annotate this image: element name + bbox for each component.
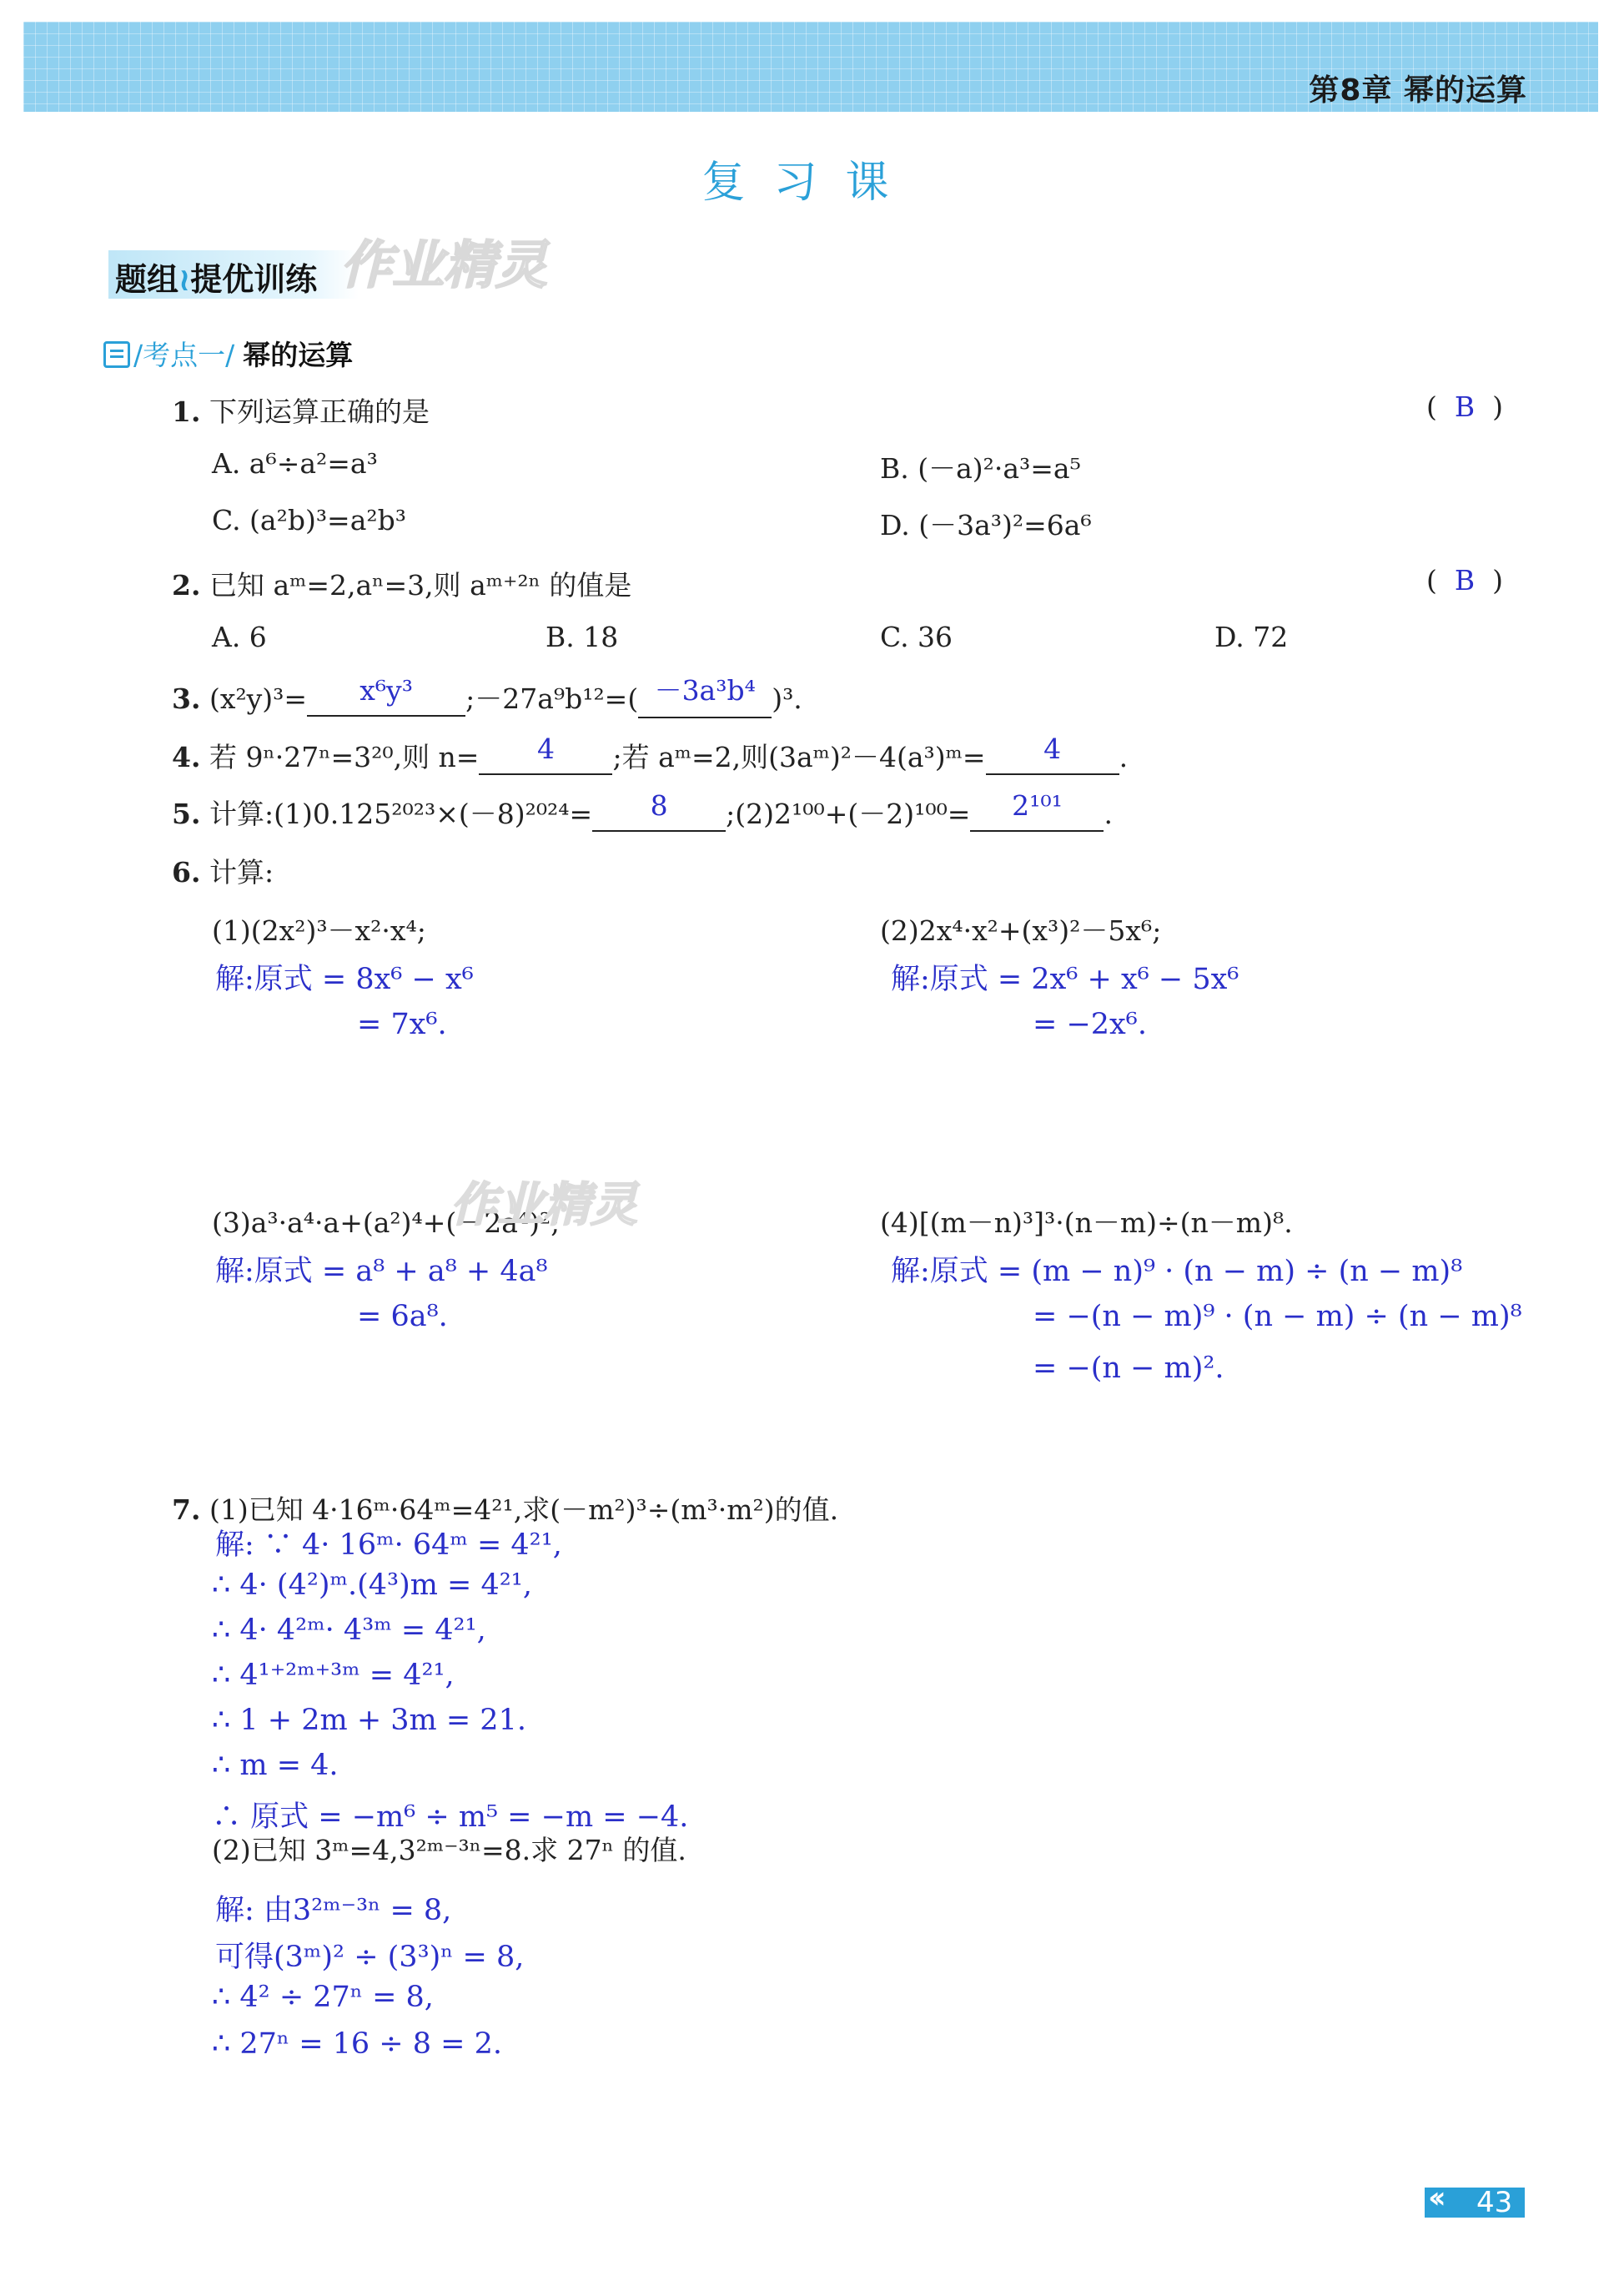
solution-line: 解:原式 = (m − n)⁹ · (n − m) ÷ (n − m)⁸ xyxy=(891,1255,1463,1288)
page-number: 43 xyxy=(1476,2186,1513,2219)
question-number: 3. xyxy=(172,682,201,715)
page-title: 复习课 xyxy=(701,158,918,208)
option-d: D. 72 xyxy=(1214,621,1289,653)
question-text: (x²y)³= xyxy=(209,682,308,715)
kaodian-title: 幂的运算 xyxy=(243,339,354,371)
subproblem-4: (4)[(m－n)³]³·(n－m)÷(n－m)⁸. xyxy=(880,1206,1293,1239)
subproblem-3: (3)a³·a⁴·a+(a²)⁴+(－2a⁴)²; xyxy=(212,1206,561,1239)
answer-value: 4 xyxy=(1043,733,1062,765)
solution-line: = −(n − m)². xyxy=(1033,1352,1224,1385)
question-number: 4. xyxy=(172,741,201,773)
solution-line: 解:原式 = 8x⁶ − x⁶ xyxy=(215,963,474,996)
solution-line: ∴ m = 4. xyxy=(212,1749,339,1782)
question-number: 7. xyxy=(172,1493,201,1526)
answer-blank xyxy=(479,733,612,775)
option-b: B. 18 xyxy=(546,621,619,653)
solution-line: = 7x⁶. xyxy=(357,1008,447,1041)
subproblem-1: (1)(2x²)³－x²·x⁴; xyxy=(212,914,426,947)
question-number: 1. xyxy=(172,395,201,428)
question-text: . xyxy=(1119,741,1129,773)
solution-line: ∴ 4· 4²ᵐ· 4³ᵐ = 4²¹, xyxy=(212,1614,486,1647)
answer-paren: ( B ) xyxy=(1426,390,1503,423)
subproblem-2: (2)2x⁴·x²+(x³)²－5x⁶; xyxy=(880,914,1162,947)
answer-blank xyxy=(638,674,772,718)
option-a: A. 6 xyxy=(212,621,267,653)
question-number: 6. xyxy=(172,856,201,889)
solution-line: 解:原式 = 2x⁶ + x⁶ − 5x⁶ xyxy=(891,963,1239,996)
solution-line: 可得(3ᵐ)² ÷ (3³)ⁿ = 8, xyxy=(215,1941,525,1974)
option-b: B. (－a)²·a³=a⁵ xyxy=(880,452,1081,485)
section-heading xyxy=(115,254,317,300)
question-stem: 计算: xyxy=(209,856,274,889)
question-text: ;－27a⁹b¹²=( xyxy=(465,682,639,715)
question-text: ;若 aᵐ=2,则(3aᵐ)²－4(a³)ᵐ= xyxy=(612,741,986,773)
answer-blank xyxy=(307,674,465,717)
question-text: 若 9ⁿ·27ⁿ=3²⁰,则 n= xyxy=(209,741,480,773)
solution-line: ∴ 1 + 2m + 3m = 21. xyxy=(212,1704,526,1737)
question-7-part-2: (2)已知 3ᵐ=4,3²ᵐ⁻³ⁿ=8.求 27ⁿ 的值. xyxy=(212,1834,686,1866)
option-d: D. (－3a³)²=6a⁶ xyxy=(880,509,1092,541)
chapter-label: 第8章 幂的运算 xyxy=(1309,73,1527,108)
section-part2: 提优训练 xyxy=(190,261,318,298)
question-number: 5. xyxy=(172,798,201,830)
answer-value: 4 xyxy=(536,733,555,765)
question-3 xyxy=(172,674,802,718)
question-text: 计算:(1)0.125²⁰²³×(－8)²⁰²⁴= xyxy=(209,798,593,830)
answer-choice: B xyxy=(1454,564,1476,597)
watermark: 作业精灵 xyxy=(340,234,548,295)
solution-line: = 6a⁸. xyxy=(357,1300,448,1333)
wave-icon: ≀ xyxy=(178,261,191,298)
solution-line: = −(n − m)⁹ · (n − m) ÷ (n − m)⁸ xyxy=(1033,1300,1522,1333)
question-text: (1)已知 4·16ᵐ·64ᵐ=4²¹,求(－m²)³÷(m³·m²)的值. xyxy=(209,1493,839,1526)
chevron-left-icon: ‹‹ xyxy=(1428,2181,1440,2215)
solution-line: ∴ 27ⁿ = 16 ÷ 8 = 2. xyxy=(212,2027,503,2061)
answer-value: x⁶y³ xyxy=(359,674,413,707)
solution-line: ∴ 4· (4²)ᵐ.(4³)m = 4²¹, xyxy=(212,1568,532,1602)
answer-paren: ( B ) xyxy=(1426,564,1503,597)
question-text: . xyxy=(1104,798,1113,830)
list-icon xyxy=(103,341,130,368)
watermark: 作业精灵 xyxy=(450,1178,637,1232)
solution-line: 解: ∵ 4· 16ᵐ· 64ᵐ = 4²¹, xyxy=(215,1528,562,1562)
solution-line: 解:原式 = a⁸ + a⁸ + 4a⁸ xyxy=(215,1255,548,1288)
question-6 xyxy=(172,851,274,890)
solution-line: ∴ 原式 = −m⁶ ÷ m⁵ = −m = −4. xyxy=(212,1800,689,1834)
solution-line: ∴ 4² ÷ 27ⁿ = 8, xyxy=(212,1981,434,2014)
option-c: C. (a²b)³=a²b³ xyxy=(212,504,406,536)
section-part1: 题组 xyxy=(115,261,179,298)
kaodian-row xyxy=(103,334,353,373)
question-stem: 已知 aᵐ=2,aⁿ=3,则 aᵐ⁺²ⁿ 的值是 xyxy=(209,569,632,602)
option-a: A. a⁶÷a²=a³ xyxy=(212,447,378,480)
question-stem: 下列运算正确的是 xyxy=(209,395,430,428)
question-4 xyxy=(172,733,1129,775)
question-number: 2. xyxy=(172,569,201,602)
question-2 xyxy=(172,564,631,603)
answer-choice: B xyxy=(1454,390,1476,423)
kaodian-label: /考点一/ xyxy=(133,339,235,371)
question-text: ;(2)2¹⁰⁰+(－2)¹⁰⁰= xyxy=(726,798,971,830)
question-1 xyxy=(172,390,430,430)
solution-line: = −2x⁶. xyxy=(1033,1008,1147,1041)
question-5 xyxy=(172,789,1113,832)
question-text: )³. xyxy=(772,682,802,715)
answer-value: －3a³b⁴ xyxy=(654,674,756,707)
answer-value: 8 xyxy=(650,789,668,822)
answer-value: 2¹⁰¹ xyxy=(1012,789,1063,822)
option-c: C. 36 xyxy=(880,621,953,653)
answer-blank xyxy=(592,789,726,832)
solution-line: ∴ 4¹⁺²ᵐ⁺³ᵐ = 4²¹, xyxy=(212,1659,455,1692)
answer-blank xyxy=(986,733,1119,775)
solution-line: 解: 由3²ᵐ⁻³ⁿ = 8, xyxy=(215,1894,452,1927)
answer-blank xyxy=(970,789,1104,832)
